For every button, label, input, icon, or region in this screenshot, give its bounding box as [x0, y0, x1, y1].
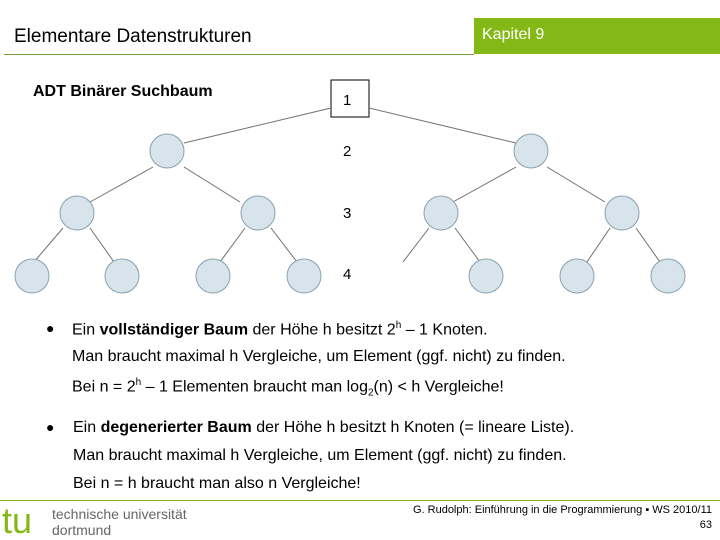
tree-node [60, 196, 94, 230]
tree-edge [220, 228, 245, 262]
chapter-label: Kapitel 9 [482, 26, 545, 43]
text-fragment: der Höhe h besitzt h Knoten (= lineare Liste). [251, 419, 575, 436]
bullet-2-line-1 [73, 419, 574, 437]
tree-node [150, 134, 184, 168]
text-fragment: – 1 Knoten. [401, 321, 488, 339]
bullet-dot: ● [46, 419, 55, 435]
text-fragment: der Höhe h besitzt 2 [248, 321, 396, 339]
tree-node [424, 196, 458, 230]
footer-divider [0, 500, 720, 501]
emphasis-term: degenerierter Baum [100, 419, 252, 436]
slide-header-title: Elementare Datenstrukturen [14, 26, 252, 47]
tree-edge [34, 228, 63, 262]
tree-node [605, 196, 639, 230]
text-fragment: – 1 Elementen braucht man log [141, 378, 368, 396]
bullet-2-line-3: Bei n = h braucht man also n Vergleiche! [73, 475, 361, 492]
tree-edge [90, 167, 153, 202]
tree-node [15, 259, 49, 293]
tree-edge [455, 228, 480, 262]
bullet-dot: ● [46, 320, 55, 336]
log-base: 2 [367, 387, 374, 399]
tree-edge [453, 167, 516, 202]
tree-node [241, 196, 275, 230]
tree-node [196, 259, 230, 293]
tree-edge [184, 108, 331, 143]
bullet-1-line-3 [72, 377, 504, 399]
tree-edge [587, 228, 610, 262]
tree-node [651, 259, 685, 293]
text-fragment: Bei n = 2 [72, 378, 136, 396]
tree-edge [636, 228, 660, 262]
text-fragment: (n) < h Vergleiche! [373, 378, 504, 396]
tu-dortmund-logo [2, 504, 252, 538]
text-fragment: Ein [73, 419, 101, 436]
emphasis-term: vollständiger Baum [99, 321, 249, 339]
tree-node [287, 259, 321, 293]
level-label-1: 1 [343, 92, 352, 109]
tree-edge [403, 228, 429, 262]
logo-text-line1: technische universität [52, 506, 187, 522]
level-label-4: 4 [343, 266, 352, 283]
tree-edge [271, 228, 297, 262]
exponent: h [135, 377, 142, 388]
tree-node [514, 134, 548, 168]
slide-subtitle: ADT Binärer Suchbaum [33, 83, 213, 100]
exponent: h [395, 320, 402, 331]
bullet-1-line-1 [72, 320, 488, 339]
logo-text-line2: dortmund [52, 522, 112, 538]
page-number: 63 [699, 519, 712, 531]
bullet-1-line-2: Man braucht maximal h Vergleiche, um Element (ggf. nicht) zu finden. [72, 348, 566, 365]
tree-edge [369, 108, 516, 143]
tree-edge [547, 167, 605, 202]
level-label-3: 3 [343, 205, 352, 222]
tree-node [105, 259, 139, 293]
logo-tu-mark: tu [2, 504, 33, 538]
bullet-2-line-2: Man braucht maximal h Vergleiche, um Element (ggf. nicht) zu finden. [73, 447, 567, 464]
tree-node [560, 259, 594, 293]
tree-edge [90, 228, 114, 262]
tree-edge [184, 167, 240, 202]
level-label-2: 2 [343, 143, 352, 160]
text-fragment: Ein [72, 321, 100, 339]
tree-node [469, 259, 503, 293]
footer-credit: G. Rudolph: Einführung in die Programmierung ▪ WS 2010/11 [412, 504, 712, 516]
